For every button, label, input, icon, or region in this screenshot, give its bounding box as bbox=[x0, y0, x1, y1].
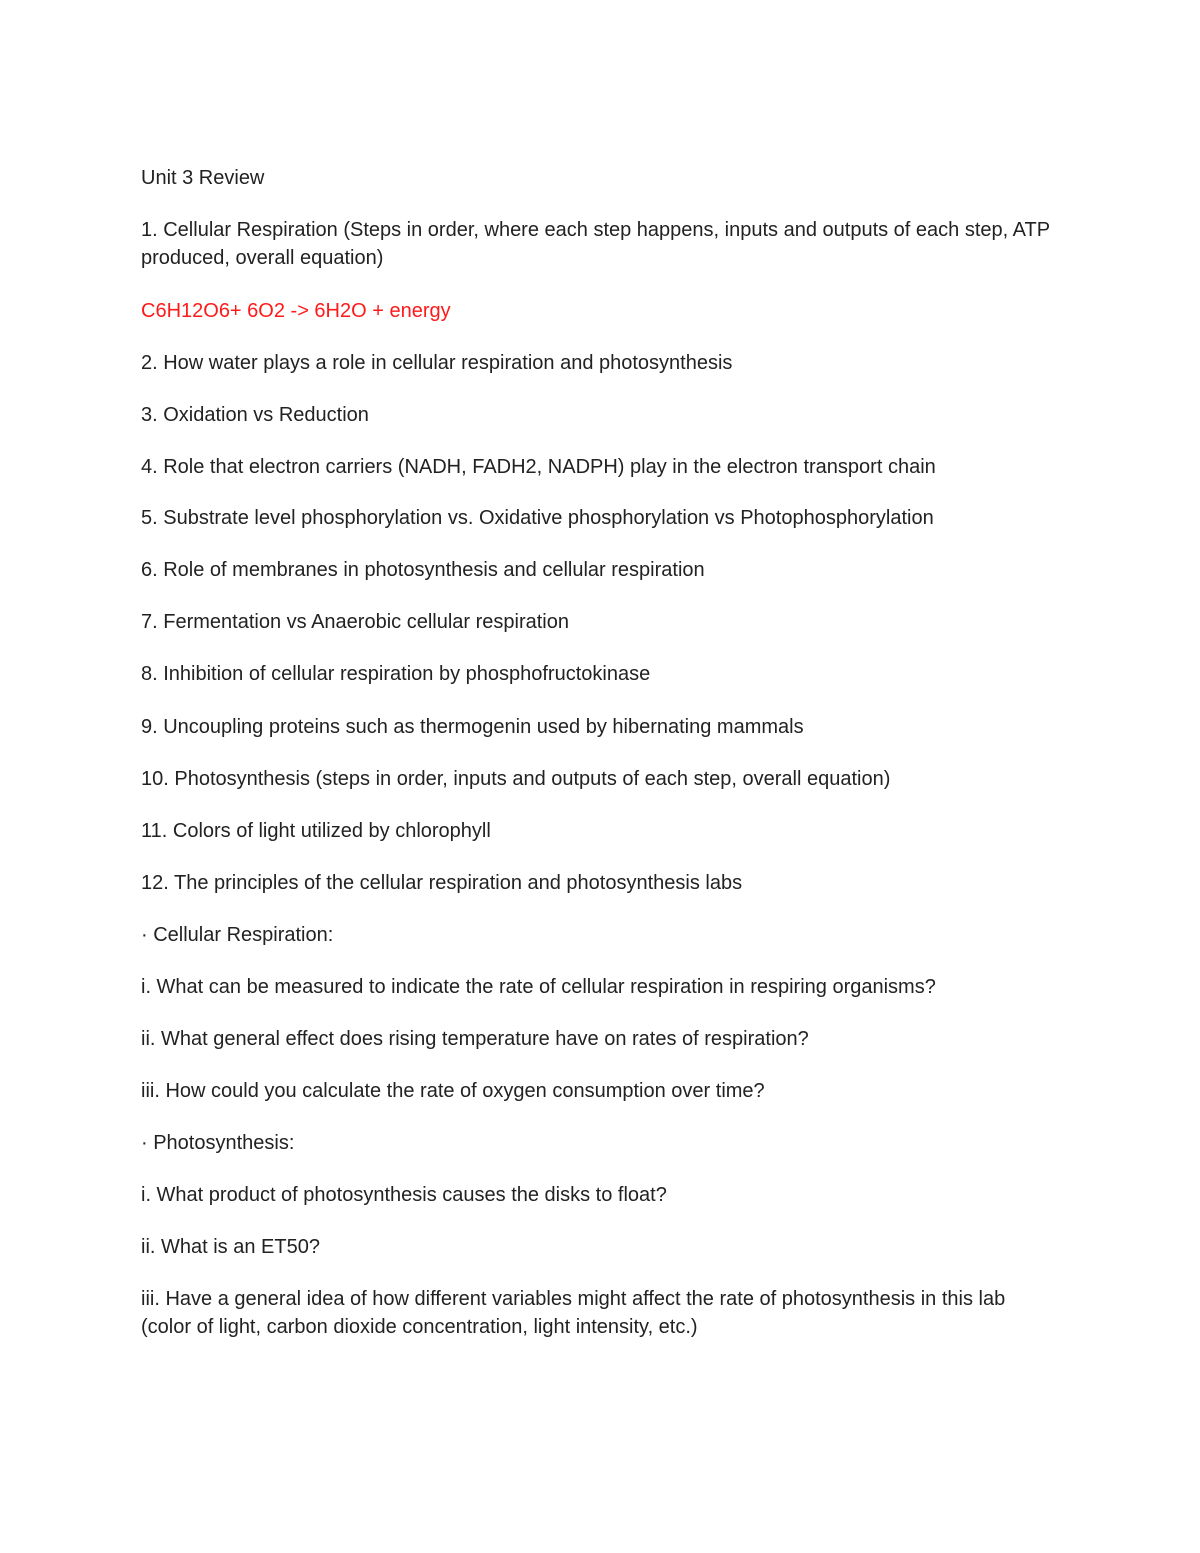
review-item-8: 8. Inhibition of cellular respiration by phosphofructokinase bbox=[141, 663, 651, 685]
cellular-respiration-question-2: ii. What general effect does rising temperature have on rates of respiration? bbox=[141, 1028, 809, 1050]
review-item-1: 1. Cellular Respiration (Steps in order, where each step happens, inputs and outputs of each step, ATP produced, overall equation) bbox=[141, 219, 1050, 269]
review-item-4: 4. Role that electron carriers (NADH, FADH2, NADPH) play in the electron transport chain bbox=[141, 456, 936, 478]
review-item-3: 3. Oxidation vs Reduction bbox=[141, 404, 369, 426]
review-item-12: 12. The principles of the cellular respiration and photosynthesis labs bbox=[141, 872, 743, 894]
photosynthesis-question-2: ii. What is an ET50? bbox=[141, 1236, 320, 1258]
cellular-respiration-heading: · Cellular Respiration: bbox=[141, 924, 334, 946]
review-item-10: 10. Photosynthesis (steps in order, inputs and outputs of each step, overall equation) bbox=[141, 768, 891, 790]
document-title: Unit 3 Review bbox=[141, 167, 265, 189]
review-item-6: 6. Role of membranes in photosynthesis and cellular respiration bbox=[141, 559, 705, 581]
review-item-5: 5. Substrate level phosphorylation vs. Oxidative phosphorylation vs Photophosphorylation bbox=[141, 507, 934, 529]
cellular-respiration-question-1: i. What can be measured to indicate the rate of cellular respiration in respiring organisms? bbox=[141, 976, 936, 998]
photosynthesis-heading: · Photosynthesis: bbox=[141, 1132, 295, 1154]
cellular-respiration-question-3: iii. How could you calculate the rate of oxygen consumption over time? bbox=[141, 1080, 765, 1102]
photosynthesis-question-3: iii. Have a general idea of how different variables might affect the rate of photosynthesis in this lab (color of light, carbon dioxide concentration, light intensity, etc.) bbox=[141, 1288, 1006, 1338]
review-item-7: 7. Fermentation vs Anaerobic cellular respiration bbox=[141, 611, 569, 633]
photosynthesis-question-1: i. What product of photosynthesis causes the disks to float? bbox=[141, 1184, 667, 1206]
review-item-11: 11. Colors of light utilized by chlorophyll bbox=[141, 820, 491, 842]
review-item-2: 2. How water plays a role in cellular respiration and photosynthesis bbox=[141, 352, 733, 374]
respiration-equation: C6H12O6+ 6O2 -> 6H2O + energy bbox=[141, 300, 451, 322]
review-item-9: 9. Uncoupling proteins such as thermogenin used by hibernating mammals bbox=[141, 716, 804, 738]
